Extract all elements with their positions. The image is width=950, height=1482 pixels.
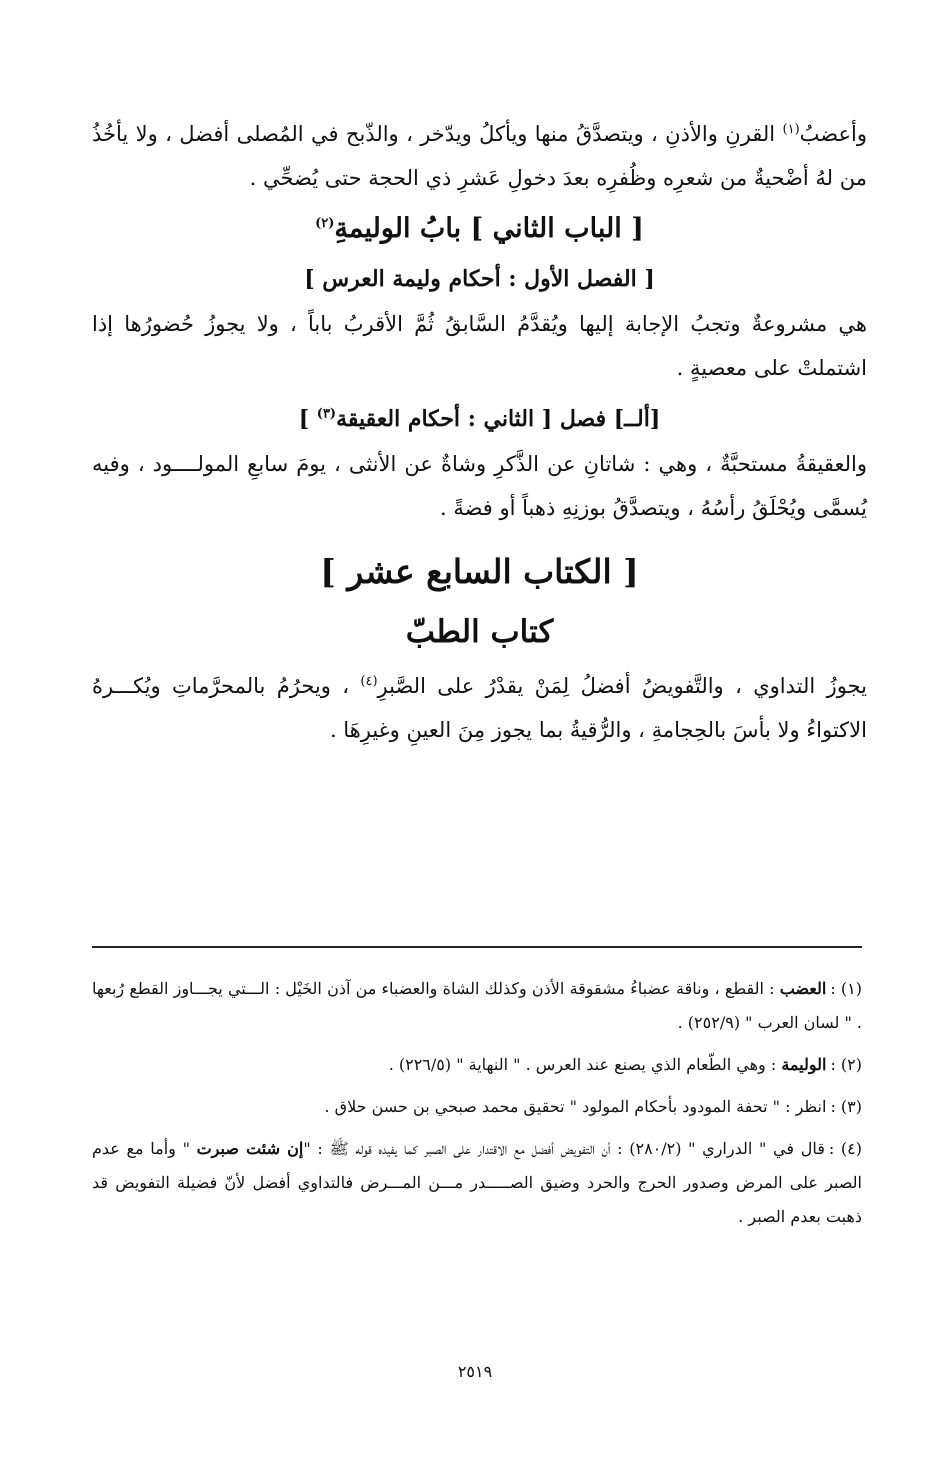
adhiya-first-word: وأعضبُ	[799, 122, 867, 146]
book-heading: [ الكتاب السابع عشر ]	[320, 552, 639, 591]
footnote-number: (٤) :	[828, 1139, 862, 1158]
section2-heading	[92, 396, 867, 442]
chapter-heading	[92, 202, 867, 256]
tibb-text-before: يجوزُ التداوي ، والتَّفويضُ أفضلُ لِمَنْ يقدْرُ على الصَّبرِ	[377, 674, 867, 698]
footnote-marker-1: (١)	[782, 122, 800, 137]
tibb-paragraph	[92, 664, 867, 752]
section2-heading-text: [ألــ] فصل [ الثاني : أحكام العقيقة	[336, 406, 661, 432]
walima-paragraph: هي مشروعةٌ وتجبُ الإجابة إليها ويُقدَّمُ السَّابقُ ثُمَّ الأقربُ باباً ، ولا يجوزُ حُضورُها إذا اشتملتْ على معصيةٍ .	[92, 312, 867, 380]
footnote-term: العضب	[779, 979, 827, 998]
footnote-4	[92, 1132, 862, 1234]
section2-heading-close: ]	[298, 406, 317, 432]
footnote-marker-2: (٢)	[315, 216, 335, 231]
footnote-3	[92, 1090, 862, 1124]
footnote-number: (٢) :	[830, 1055, 862, 1074]
footnote-1	[92, 972, 862, 1040]
footnote-term: الوليمة	[781, 1055, 827, 1074]
footnote-bold-quote: إن شئت صبرت	[196, 1139, 304, 1158]
footnote-text: انظر : " تحفة المودود بأحكام المولود " تحقيق محمد صبحي بن حسن حلاق .	[324, 1097, 827, 1116]
chapter-heading-text: [ الباب الثاني ] بابُ الوليمةِ	[334, 213, 644, 244]
footnote-number: (١) :	[830, 979, 862, 998]
footnote-text: : وهي الطّعام الذي يصنع عند العرس . " النهاية " (٢٢٦/٥) .	[388, 1055, 782, 1074]
footnote-text-after: " وأما مع عدم الصبر على المرض وصدور الحرج والحرد وضيق الصـــــدر مـــن المـــرض فالتداوي أفضل لأنّ فضيلة التفويض قد ذهبت بعدم الصبر .	[92, 1139, 862, 1226]
footnote-number: (٣) :	[830, 1097, 862, 1116]
footnote-marker-4: (٤)	[360, 674, 378, 689]
adhiya-paragraph	[92, 112, 867, 200]
footnote-text: : القطع ، وناقة عضباءُ مشقوقة الأذن وكذلك الشاة والعضباء من آذن الخَيْل : الـــتي يجـــاوز القطع رُبعها . " لسان العرب " (٢٥٢/٩) .	[92, 979, 862, 1032]
footnotes	[92, 972, 862, 1242]
tibb-text-after: ، ويحرُمُ بالمحرَّماتِ ويُكـــرهُ الاكتواءُ ولا بأسَ بالحِجامةِ ، والرُّقيةُ بما يجوز مِنَ العينِ وغيرِهَا .	[92, 674, 867, 742]
book-title: كتاب الطبّ	[405, 614, 554, 650]
section1-heading: [ الفصل الأول : أحكام وليمة العرس ]	[304, 266, 655, 292]
adhiya-rest: القرنِ والأذنِ ، ويتصدَّقُ منها ويأكلُ ويدّخر ، والذّبح في المُصلى أفضل ، ولا يأخُذُ من لهُ أضْحيةٌ من شعرِه وظُفرِه بعدَ دخولِ عَشرِ ذي الحجة حتى يُضحِّي .	[92, 122, 867, 190]
footnote-2	[92, 1048, 862, 1082]
aqiqa-paragraph: والعقيقةُ مستحبَّةٌ ، وهي : شاتانِ عن الذَّكرِ وشاةٌ عن الأنثى ، يومَ سابعِ المولــــود ، وفيه يُسمَّى ويُحْلَقُ رأسُهُ ، ويتصدَّقُ بوزنِهِ ذهباً أو فضةً .	[92, 452, 867, 520]
footnote-marker-3: (٣)	[316, 406, 337, 422]
main-text	[92, 112, 867, 752]
page-number: ٢٥١٩	[457, 1362, 493, 1381]
adhiya-text	[92, 122, 867, 190]
footnote-text-before: قال في " الدراري " (٢٨٠/٢) : أن التفويض أفضل مع الاقتدار على الصبر كما يفيده قوله ﷺ : "	[303, 1139, 825, 1158]
footnote-separator	[92, 946, 862, 948]
